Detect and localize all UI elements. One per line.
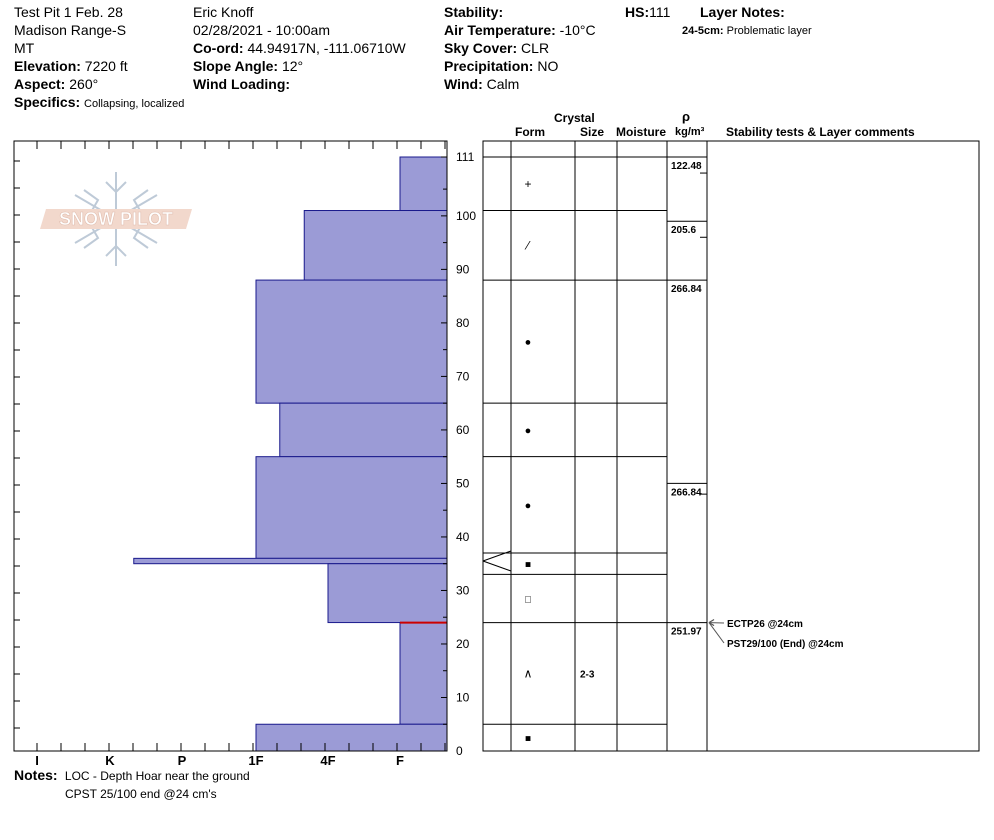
- crystal-form-symbol: ■: [524, 733, 532, 745]
- depth-tick-label: 111: [456, 150, 475, 164]
- hs-label: HS:: [625, 4, 650, 20]
- coord-value: 44.94917N, -111.06710W: [247, 40, 406, 56]
- layer-notes-label: Layer Notes:: [700, 4, 785, 20]
- sky-label: Sky Cover:: [444, 40, 518, 56]
- sky-value: CLR: [521, 40, 550, 56]
- hardness-tick-label: K: [105, 753, 115, 768]
- notes-line-1: LOC - Depth Hoar near the ground: [64, 769, 250, 783]
- pit-title: Test Pit 1 Feb. 28: [14, 4, 123, 20]
- stability-test-label: PST29/100 (End) @24cm: [727, 639, 844, 650]
- wind-loading-label: Wind Loading:: [193, 76, 291, 92]
- density-value: 266.84: [671, 487, 702, 499]
- depth-tick-label: 10: [456, 690, 470, 705]
- coord-label: Co-ord:: [193, 40, 244, 56]
- header-form: Form: [515, 125, 545, 139]
- hardness-bar: [400, 157, 447, 211]
- hardness-tick-label: P: [177, 753, 187, 768]
- snowpilot-logo: [40, 172, 192, 266]
- specifics-label: Specifics:: [14, 94, 81, 110]
- depth-tick-label: 30: [456, 583, 470, 598]
- depth-tick-label: 100: [456, 208, 477, 223]
- wind-label: Wind:: [444, 76, 483, 92]
- specifics-value: Collapsing, localized: [84, 98, 185, 110]
- density-value: 205.6: [671, 225, 697, 237]
- density-value: 122.48: [671, 161, 702, 172]
- depth-tick-label: 20: [456, 636, 470, 651]
- depth-tick-label: 0: [456, 744, 463, 758]
- logo-text: SNOW PILOT: [59, 209, 173, 229]
- depth-tick-label: 40: [456, 529, 470, 544]
- header-size: Size: [580, 125, 605, 139]
- density-value: 251.97: [671, 626, 702, 638]
- crystal-form-symbol: ⁄: [526, 238, 530, 253]
- slope-label: Slope Angle:: [193, 58, 279, 74]
- notes-label: Notes:: [14, 767, 58, 783]
- precip-value: NO: [537, 58, 559, 74]
- hardness-bar: [256, 280, 447, 403]
- crystal-form-symbol: ●: [524, 499, 532, 512]
- observer: Eric Knoff: [193, 4, 254, 20]
- crystal-form-symbol: +: [524, 176, 532, 191]
- stability-test-label: ECTP26 @24cm: [727, 619, 803, 630]
- aspect-value: 260°: [69, 76, 99, 92]
- depth-tick-label: 60: [456, 422, 470, 437]
- notes-line-2: CPST 25/100 end @24 cm's: [65, 787, 217, 801]
- layer-note-depth: 24-5cm:: [682, 25, 724, 37]
- air-temp-value: -10°C: [559, 22, 596, 38]
- hardness-bar: [304, 211, 447, 281]
- density-value: 266.84: [671, 284, 702, 296]
- wind-value: Calm: [486, 76, 520, 92]
- stability-label: Stability:: [444, 4, 504, 20]
- hardness-bar: [134, 558, 447, 563]
- depth-tick-label: 80: [456, 315, 470, 330]
- depth-tick-label: 90: [456, 262, 470, 277]
- elevation-value: 7220 ft: [84, 58, 128, 74]
- notes-row: [14, 767, 250, 783]
- hardness-bar: [256, 724, 447, 751]
- hardness-tick-label: 1F: [248, 753, 264, 768]
- header-comments: Stability tests & Layer comments: [726, 125, 915, 139]
- pit-location: Madison Range-S: [14, 22, 127, 38]
- table-frame: [483, 141, 979, 751]
- hardness-bar: [280, 403, 447, 457]
- hardness-bar: [328, 564, 447, 623]
- slope-value: 12°: [281, 58, 304, 74]
- pit-state: MT: [14, 40, 35, 56]
- hardness-layers: [134, 157, 447, 751]
- aspect-label: Aspect:: [14, 76, 66, 92]
- crystal-size: 2-3: [580, 669, 595, 681]
- datetime: 02/28/2021 - 10:00am: [193, 22, 330, 38]
- layer-note-text: Problematic layer: [726, 25, 812, 37]
- stability-tests: [709, 619, 844, 650]
- depth-tick-label: 50: [456, 476, 470, 491]
- crystal-table: [483, 141, 979, 751]
- crystal-form-symbol: ■: [524, 559, 532, 571]
- hardness-bar: [400, 623, 447, 725]
- header-crystal: Crystal: [554, 111, 595, 125]
- hardness-tick-label: I: [35, 753, 39, 768]
- air-temp-label: Air Temperature:: [444, 22, 556, 38]
- hardness-tick-label: F: [396, 753, 404, 768]
- crystal-form-symbol: □: [524, 594, 532, 606]
- crystal-form-symbol: ●: [524, 424, 532, 437]
- hardness-axis: [35, 753, 404, 768]
- crystal-form-symbol: ●: [524, 336, 532, 349]
- hs-value: 111: [649, 4, 671, 20]
- header-moisture: Moisture: [616, 125, 667, 139]
- depth-tick-label: 70: [456, 369, 470, 384]
- header-density-unit: kg/m³: [675, 126, 705, 138]
- table-headers: [515, 109, 915, 139]
- precip-label: Precipitation:: [444, 58, 534, 74]
- hardness-bar: [256, 457, 447, 559]
- hardness-tick-label: 4F: [320, 753, 336, 768]
- test-leader-line: [709, 623, 724, 643]
- elevation-label: Elevation:: [14, 58, 81, 74]
- crystal-form-symbol: ∧: [523, 666, 533, 681]
- header-rho: ρ: [681, 109, 691, 124]
- thin-layer-connector: [483, 551, 511, 571]
